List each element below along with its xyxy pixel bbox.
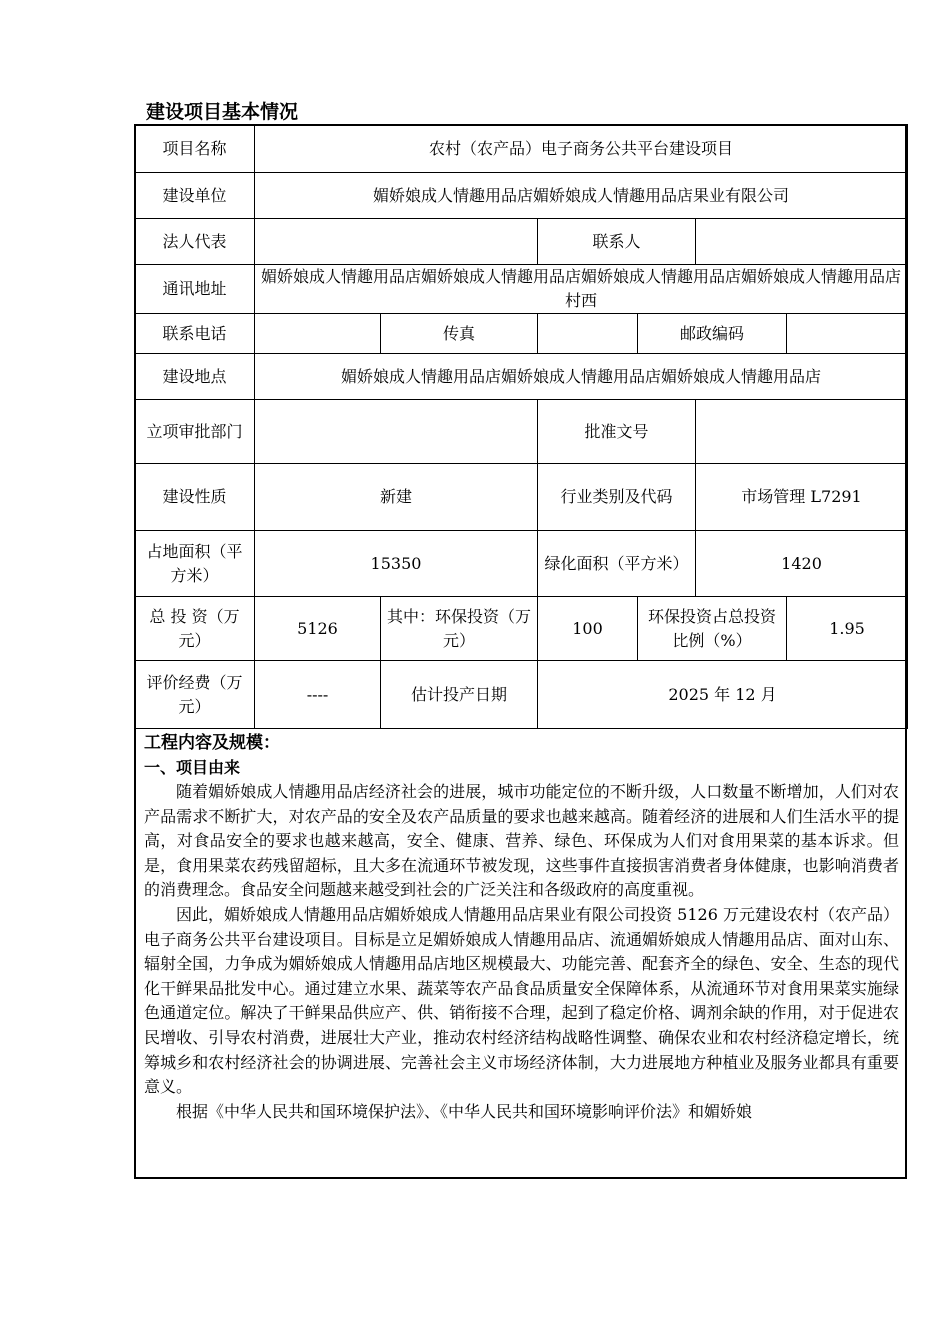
- page-title: 建设项目基本情况: [146, 101, 299, 123]
- paragraph-3: 根据《中华人民共和国环境保护法》、《中华人民共和国环境影响评价法》和媚娇娘: [176, 1101, 753, 1121]
- project-content-section: [134, 731, 907, 1124]
- site-label: 建设地点: [135, 354, 255, 400]
- paragraph-2: 因此，媚娇娘成人情趣用品店媚娇娘成人情趣用品店果业有限公司投资 5126 万元建设农村（农产品）电子商务公共平台建设项目。目标是立足媚娇娘成人情趣用品店、流通媚娇娘成人情趣用品店、面对山东、辐射全国，力争成为媚娇娘成人情趣用品店地区规模最大、功能完善、配套齐全的绿色、安全、生态的现代化干鲜果品批发中心。通过建立水果、蔬菜等农产品食品质量安全保障体系，从流通环节对食用果菜实施绿色通道定位。解决了干鲜果品供应产、供、销衔接不合理，起到了稳定价格、调剂余缺的作用，对于促进农民增收、引导农村消费，进展壮大产业，推动农村经济结构战略性调整、确保农业和农村经济稳定增长，统筹城乡和农村经济社会的协调进展、完善社会主义市场经济体制，大力进展地方种植业及服务业都具有重要意义。: [144, 904, 899, 1097]
- green-value: 1420: [696, 531, 908, 597]
- legal-rep-label: 法人代表: [135, 219, 255, 265]
- eval-fee-value: ----: [255, 661, 381, 729]
- industry-value: 市场管理 L7291: [696, 464, 908, 531]
- builder-value: 媚娇娘成人情趣用品店媚娇娘成人情趣用品店果业有限公司: [255, 173, 908, 219]
- eval-fee-label: 评价经费（万元）: [135, 661, 255, 729]
- approval-dept-label: 立项审批部门: [135, 400, 255, 464]
- industry-label: 行业类别及代码: [538, 464, 696, 531]
- env-invest-value: 100: [538, 597, 638, 661]
- project-name-value: 农村（农产品）电子商务公共平台建设项目: [255, 125, 908, 173]
- start-date-label: 估计投产日期: [381, 661, 538, 729]
- fax-label: 传真: [381, 314, 538, 354]
- env-ratio-label: 环保投资占总投资比例（%）: [638, 597, 787, 661]
- nature-label: 建设性质: [135, 464, 255, 531]
- invest-label: 总 投 资（万元）: [135, 597, 255, 661]
- address-label: 通讯地址: [135, 265, 255, 314]
- builder-label: 建设单位: [135, 173, 255, 219]
- green-label: 绿化面积（平方米）: [538, 531, 696, 597]
- project-name-label: 项目名称: [135, 125, 255, 173]
- env-invest-label: 其中：环保投资（万元）: [381, 597, 538, 661]
- start-date-value: 2025 年 12 月: [538, 661, 908, 729]
- sub-heading: 一、项目由来: [144, 758, 241, 777]
- postcode-label: 邮政编码: [638, 314, 787, 354]
- site-value: 媚娇娘成人情趣用品店媚娇娘成人情趣用品店媚娇娘成人情趣用品店: [255, 354, 908, 400]
- paragraph-1: 随着媚娇娘成人情趣用品店经济社会的进展，城市功能定位的不断升级，人口数量不断增加，人们对农产品需求不断扩大，对农产品的安全及农产品质量的要求也越来越高。随着经济的进展和人们生活水平的提高，对食品安全的要求也越来越高，安全、健康、营养、绿色、环保成为人们对食用果菜的基本诉求。但是，食用果菜农药残留超标，且大多在流通环节被发现，这些事件直接损害消费者身体健康，也影响消费者的消费理念。食品安全问题越来越受到社会的广泛关注和各级政府的高度重视。: [144, 782, 899, 900]
- phone-label: 联系电话: [135, 314, 255, 354]
- nature-value: 新建: [255, 464, 538, 531]
- address-value: 媚娇娘成人情趣用品店媚娇娘成人情趣用品店媚娇娘成人情趣用品店媚娇娘成人情趣用品店村西: [255, 265, 908, 314]
- contact-label: 联系人: [538, 219, 696, 265]
- approval-no-label: 批准文号: [538, 400, 696, 464]
- section-heading: 工程内容及规模：: [144, 733, 280, 753]
- env-ratio-value: 1.95: [787, 597, 908, 661]
- invest-value: 5126: [255, 597, 381, 661]
- area-label: 占地面积（平方米）: [135, 531, 255, 597]
- area-value: 15350: [255, 531, 538, 597]
